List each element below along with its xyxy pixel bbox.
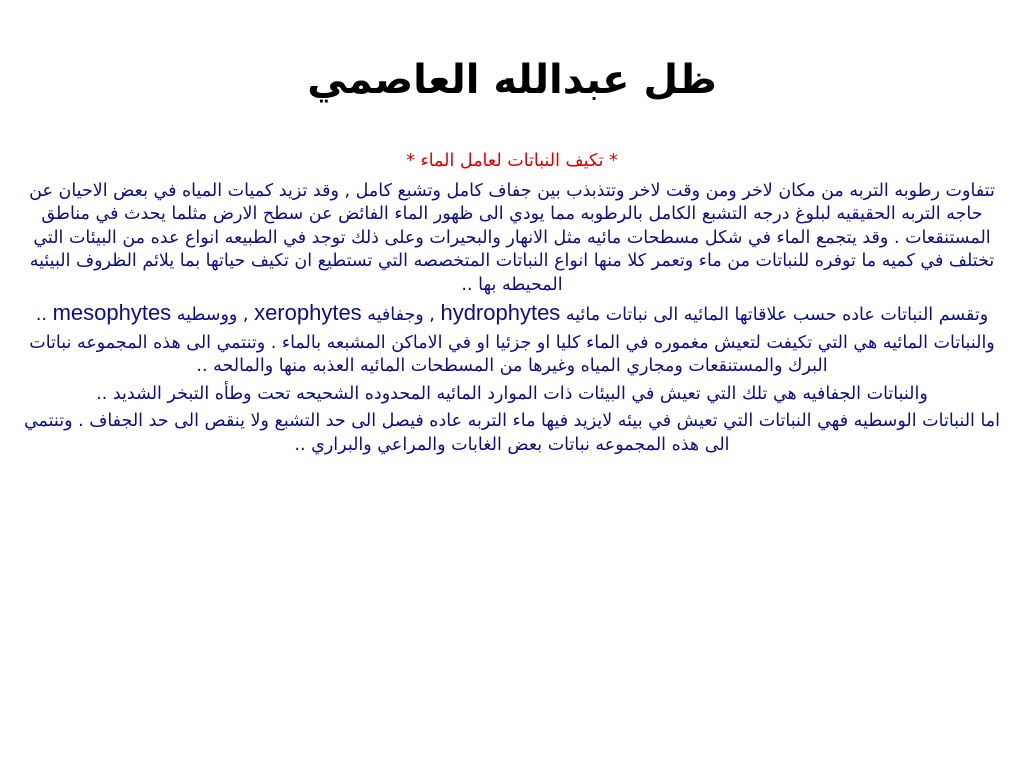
term-hydrophytes: hydrophytes	[440, 300, 561, 325]
classification-text-1: وتقسم النباتات عاده حسب علاقاتها المائيه الى نباتات مائيه	[565, 305, 989, 325]
term-xerophytes: xerophytes	[254, 300, 362, 325]
paragraph-hydrophytes: والنباتات المائيه هي التي تكيفت لتعيش مغموره في الماء كليا او جزئيا او في الاماكن المشبعه بالماء . وتنتمي الى هذه المجموعه نباتات البرك والمستنقعات ومجاري المياه وغيرها من المسطحات المائيه العذبه منها والمالحه ..	[29, 332, 995, 376]
slide-body	[12, 150, 1012, 461]
classification-text-3: , ووسطيه	[176, 305, 249, 325]
slide-title: ظل عبدالله العاصمي	[307, 57, 717, 103]
slide-subtitle: * تكيف النباتات لعامل الماء *	[406, 151, 618, 171]
paragraph-mesophytes: اما النباتات الوسطيه فهي النباتات التي تعيش في بيئه لايزيد فيها ماء التربه عاده فيصل الى حد التشبع ولا ينقص الى حد الجفاف . وتنتمي الى هذه المجموعه نباتات بعض الغابات والمراعي والبراري ..	[23, 411, 1001, 455]
term-mesophytes: mesophytes	[52, 300, 172, 325]
classification-text-4: ..	[35, 305, 47, 325]
paragraph-xerophytes: والنباتات الجفافيه هي تلك التي تعيش في البيئات ذات الموارد المائيه المحدوده الشحيحه تحت وطأه التبخر الشديد ..	[96, 383, 928, 404]
paragraph-soil-moisture: تتفاوت رطوبه التربه من مكان لاخر ومن وقت لاخر وتتذبذب بين جفاف كامل وتشبع كامل , وقد تزيد كميات المياه في بعض الاحيان عن حاجه التربه الحقيقيه لبلوغ درجه التشبع الكامل بالرطوبه مما يودي الى ظهور الماء الفائض عن سطح الارض مثلما يحدث في مناطق المستنقعات . وقد يتجمع الماء في شكل مسطحات مائيه مثل الانهار والبحيرات وعلى ذلك توجد في الطبيعه انواع عده من البيئات التي تختلف في كميه ما توفره للنباتات من ماء وتعمر كلا منها انواع النباتات المتخصصه التي تستطيع ان تكيف حياتها بما يلائم الظروف البيئيه المحيطه بها ..	[29, 180, 995, 295]
classification-text-2: , وجفافيه	[367, 305, 435, 325]
paragraph-classification	[12, 301, 1012, 328]
